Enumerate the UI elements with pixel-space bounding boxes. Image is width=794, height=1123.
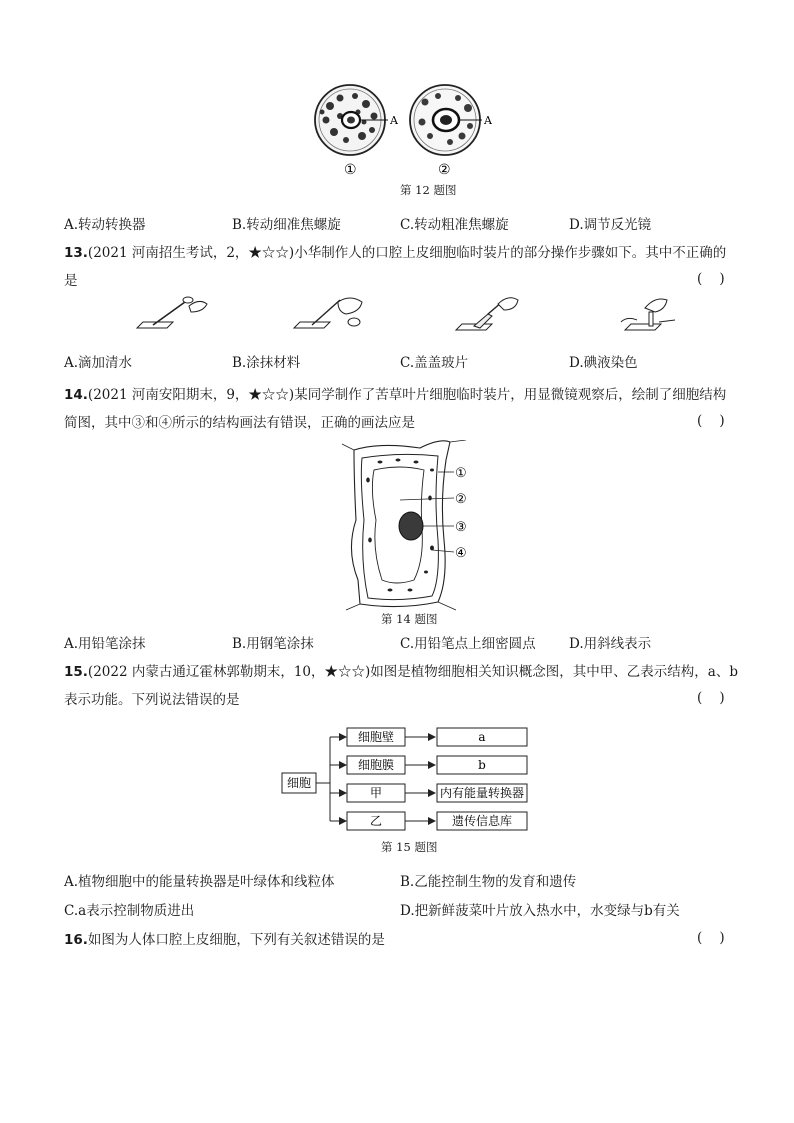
q15-option-c[interactable]: C.a表示控制物质进出 (64, 903, 195, 919)
q12-label-A2: A (484, 114, 492, 127)
q12-figure (300, 76, 510, 178)
q15-concept-map (280, 725, 530, 835)
q13-stem-line2: 是 (64, 273, 78, 289)
q15-node-cell-membrane: 细胞膜 (357, 758, 395, 772)
q13-stem-line1: (2021 河南招生考试，2，★☆☆)小华制作人的口腔上皮细胞临时装片的部分操作步骤如下。其中不正确的 (87, 245, 727, 261)
q13-step-a-drawing (133, 292, 213, 336)
q14-label-3: ③ (455, 520, 467, 535)
q13-option-c[interactable]: C.盖盖玻片 (400, 355, 469, 371)
q12-label-A1: A (390, 114, 398, 127)
q15-node-energy: 内有能量转换器 (439, 786, 525, 800)
q14-stem-line2: 简图，其中③和④所示的结构画法有错误，正确的画法应是 (64, 415, 415, 431)
q14-caption: 第 14 题图 (381, 612, 438, 626)
q16-number: 16. (64, 932, 88, 948)
q13-option-b[interactable]: B.涂抹材料 (232, 355, 301, 371)
q13-step-b-drawing (290, 292, 370, 336)
q14-stem-line1: (2021 河南安阳期末，9，★☆☆)某同学制作了苦草叶片细胞临时装片，用显微镜观察后，绘制了细胞结构 (87, 387, 727, 403)
q15-node-a: a (478, 730, 486, 744)
q14-label-1: ① (455, 466, 467, 481)
q13-number: 13. (64, 245, 88, 261)
q15-line1 (64, 662, 738, 682)
q15-number: 15. (64, 664, 88, 680)
q15-node-genetic: 遗传信息库 (451, 814, 513, 828)
q16-line1 (64, 930, 385, 950)
q13-step-d-drawing (615, 292, 695, 336)
q15-caption: 第 15 题图 (381, 840, 438, 854)
q14-option-c[interactable]: C.用铅笔点上细密圆点 (400, 636, 536, 652)
q14-cell-diagram (340, 440, 480, 612)
q16-answer-paren[interactable]: ( ) (697, 930, 725, 946)
q15-node-jia: 甲 (369, 786, 383, 800)
q14-number: 14. (64, 387, 88, 403)
q16-stem-line1: 如图为人体口腔上皮细胞，下列有关叙述错误的是 (87, 932, 385, 948)
q15-root-label: 细胞 (286, 776, 312, 790)
q15-option-b[interactable]: B.乙能控制生物的发育和遗传 (400, 874, 577, 890)
q12-label-1: ① (344, 162, 357, 178)
q15-node-yi: 乙 (369, 814, 383, 828)
microscope-view-1 (315, 85, 388, 155)
q15-node-cell-wall: 细胞壁 (357, 730, 395, 744)
q14-answer-paren[interactable]: ( ) (697, 413, 725, 429)
q14-label-4: ④ (455, 546, 467, 561)
q15-stem-line2: 表示功能。下列说法错误的是 (64, 692, 240, 708)
q15-stem-line1: (2022 内蒙古通辽霍林郭勒期末，10，★☆☆)如图是植物细胞相关知识概念图，其中甲、乙表示结构，a、b (87, 664, 738, 680)
q14-line1 (64, 385, 726, 405)
q14-option-d[interactable]: D.用斜线表示 (569, 636, 652, 652)
q15-option-d[interactable]: D.把新鲜菠菜叶片放入热水中，水变绿与b有关 (400, 903, 680, 919)
q12-option-a[interactable]: A.转动转换器 (64, 217, 146, 233)
q12-option-c[interactable]: C.转动粗准焦螺旋 (400, 217, 509, 233)
q14-option-b[interactable]: B.用钢笔涂抹 (232, 636, 314, 652)
q14-option-a[interactable]: A.用铅笔涂抹 (64, 636, 146, 652)
q12-option-d[interactable]: D.调节反光镜 (569, 217, 652, 233)
q12-label-2: ② (438, 162, 451, 178)
q13-answer-paren[interactable]: ( ) (697, 271, 725, 287)
q13-step-c-drawing (452, 292, 532, 336)
q13-option-d[interactable]: D.碘液染色 (569, 355, 638, 371)
q13-option-a[interactable]: A.滴加清水 (64, 355, 133, 371)
q15-answer-paren[interactable]: ( ) (697, 690, 725, 706)
q13-line1 (64, 243, 726, 263)
q12-option-b[interactable]: B.转动细准焦螺旋 (232, 217, 341, 233)
microscope-view-2 (410, 85, 482, 155)
q15-node-b: b (478, 758, 486, 772)
q12-caption: 第 12 题图 (400, 183, 457, 197)
q15-option-a[interactable]: A.植物细胞中的能量转换器是叶绿体和线粒体 (64, 874, 335, 890)
q14-label-2: ② (455, 492, 467, 507)
